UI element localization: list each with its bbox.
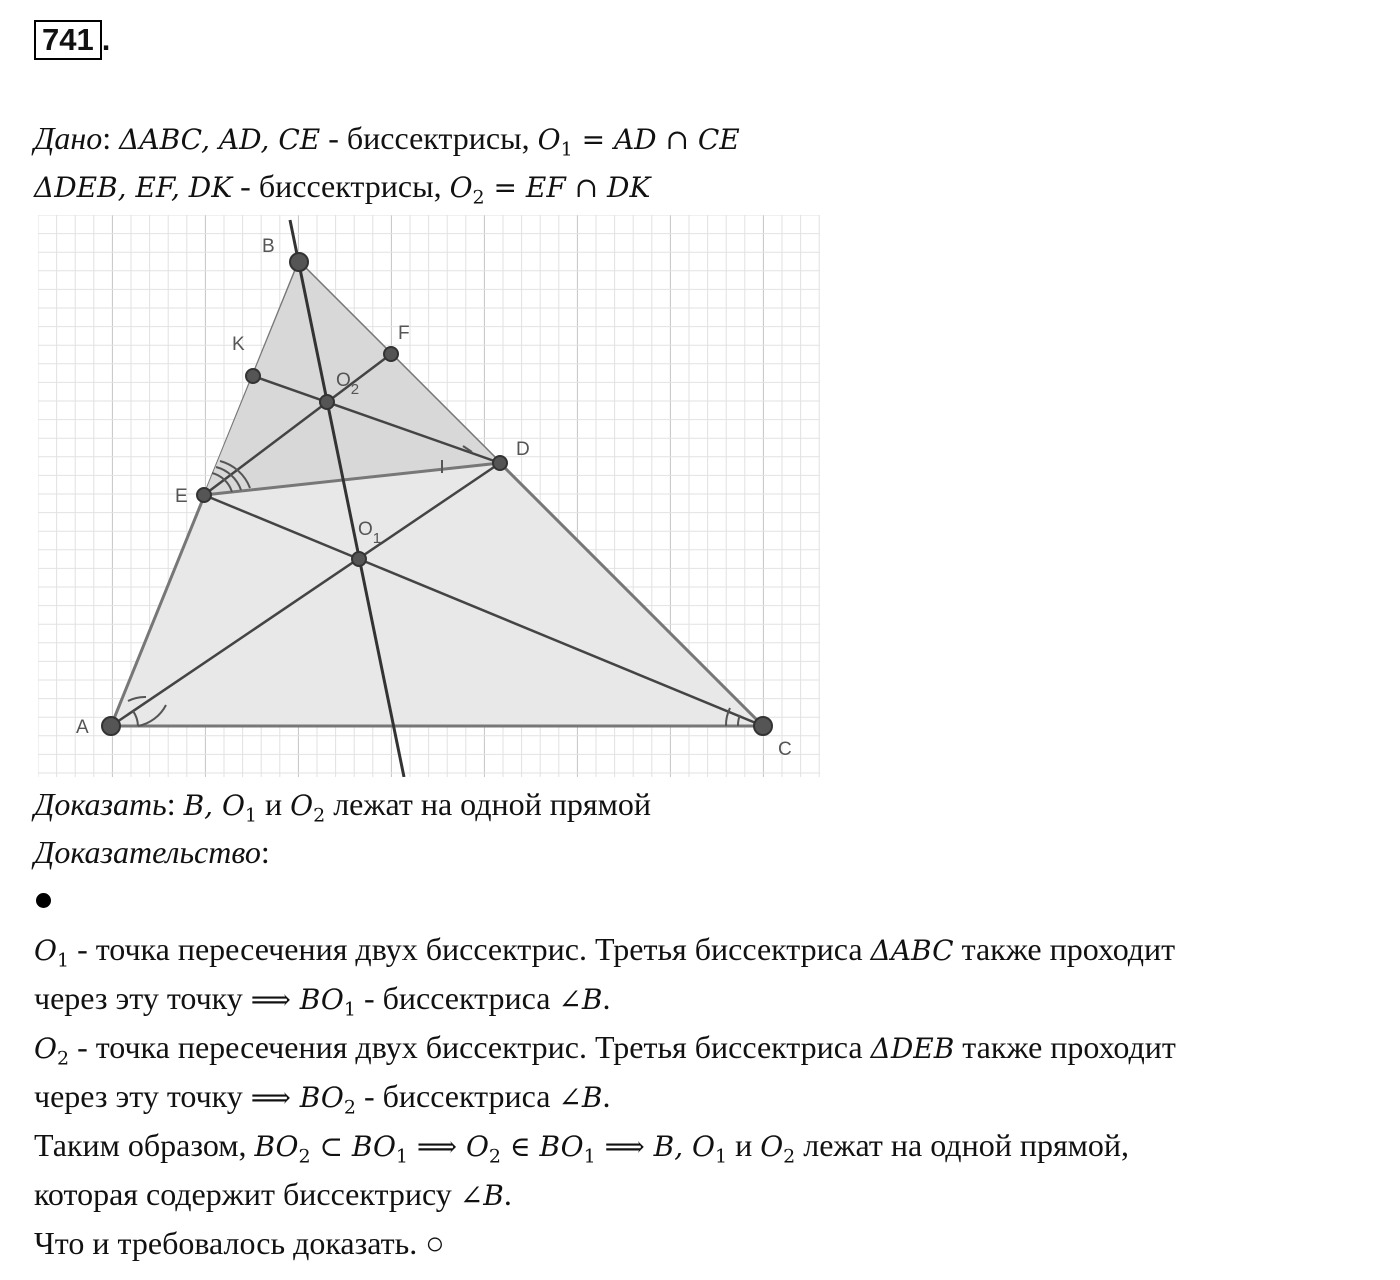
problem-number: 741 . <box>34 20 110 60</box>
geometry-figure <box>38 215 820 777</box>
proof-line-3: $O_2$ - точка пересечения двух биссектрис. Третья биссектриса ΔDEB также проходит <box>34 1029 1176 1070</box>
point-f <box>384 347 398 361</box>
given-line-1: Дано: ΔABC, AD, CE - биссектрисы, $O_1$ = AD ∩ CE <box>34 120 740 161</box>
label-f: F <box>398 323 410 344</box>
point-c <box>754 717 772 735</box>
point-o1 <box>352 552 366 566</box>
label-o2: $O_2$ <box>336 370 360 398</box>
prove-line: Доказать: B, $O_1$ и $O_2$ лежат на одной прямой <box>34 786 651 827</box>
point-o2 <box>320 395 334 409</box>
point-a <box>102 717 120 735</box>
point-b <box>290 253 308 271</box>
label-d: D <box>516 439 530 460</box>
proof-line-2: через эту точку ⟹ $BO_1$ - биссектриса ∠B. <box>34 980 611 1021</box>
proof-line-4: через эту точку ⟹ $BO_2$ - биссектриса ∠B. <box>34 1078 611 1119</box>
given-line-2: ΔDEB, EF, DK - биссектрисы, $O_2$ = EF ∩ DK <box>34 168 651 209</box>
point-e <box>197 488 211 502</box>
label-c: C <box>778 739 792 760</box>
label-k: K <box>232 334 245 355</box>
proof-line-1: $O_1$ - точка пересечения двух биссектрис. Третья биссектриса ΔABC также проходит <box>34 931 1176 972</box>
point-d <box>493 456 507 470</box>
bullet-icon <box>36 893 51 908</box>
label-b: B <box>262 236 275 257</box>
proof-line-5: Таким образом, $BO_2$ ⊂ $BO_1$ ⟹ $O_2$ ∈ $BO_1$ ⟹ B, $O_1$ и $O_2$ лежат на одной прямой, <box>34 1127 1130 1168</box>
proof-line-6: которая содержит биссектрису ∠B. <box>34 1176 512 1212</box>
label-a: A <box>76 717 89 738</box>
proof-line-7: Что и требовалось доказать. ○ <box>34 1225 445 1261</box>
label-e: E <box>175 486 188 507</box>
proof-label: Доказательство: <box>34 834 270 870</box>
point-k <box>246 369 260 383</box>
label-o1: $O_1$ <box>358 519 382 547</box>
